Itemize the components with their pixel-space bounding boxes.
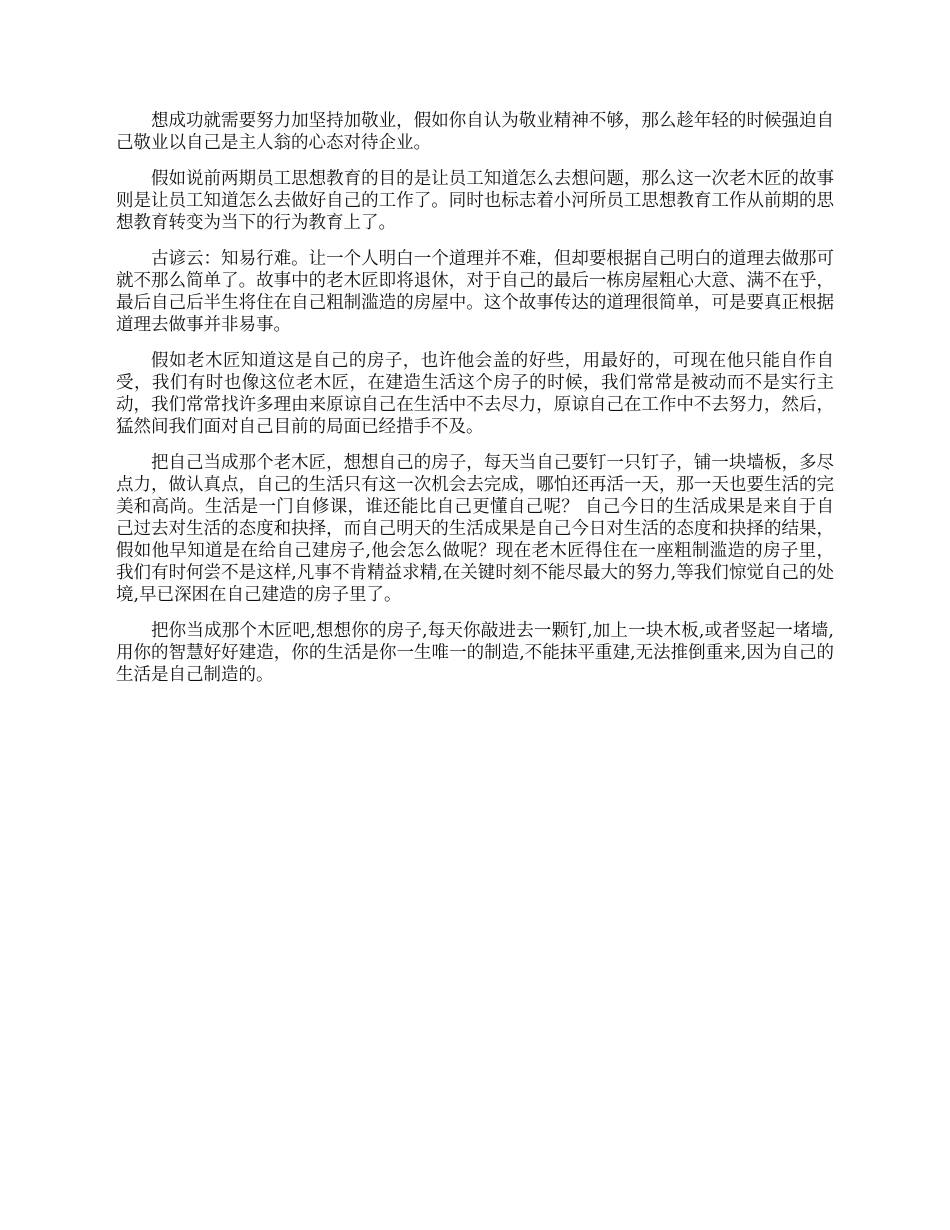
paragraph: 假如老木匠知道这是自己的房子，也许他会盖的好些，用最好的，可现在他只能自作自受，我们有时也像这位老木匠，在建造生活这个房子的时候，我们常常是被动而不是实行主动，我们常常找许多理由来原谅自己在生活中不去尽力，原谅自己在工作中不去努力，然后，猛然间我们面对自己目前的局面已经措手不及。 bbox=[116, 351, 834, 437]
paragraph: 把你当成那个木匠吧,想想你的房子,每天你敲进去一颗钉,加上一块木板,或者竖起一堵墙,用你的智慧好好建造，你的生活是你一生唯一的制造,不能抹平重建,无法推倒重来,因为自己的生活是自己制造的。 bbox=[116, 621, 834, 685]
paragraph: 古谚云：知易行难。让一个人明白一个道理并不难，但却要根据自己明白的道理去做那可就不那么简单了。故事中的老木匠即将退休，对于自己的最后一栋房屋粗心大意、满不在乎，最后自己后半生将住在自己粗制滥造的房屋中。这个故事传达的道理很简单，可是要真正根据道理去做事并非易事。 bbox=[116, 249, 834, 335]
paragraph: 把自己当成那个老木匠，想想自己的房子，每天当自己要钉一只钉子，铺一块墙板，多尽点力，做认真点，自己的生活只有这一次机会去完成，哪怕还再活一天，那一天也要生活的完美和高尚。生活是一门自修课，谁还能比自己更懂自己呢？ 自己今日的生活成果是来自于自己过去对生活的态度和抉择，而自己明天的生活成果是自己今日对生活的态度和抉择的结果，假如他早知道是在给自己建房子,他会怎么做呢？现在老木匠得住在一座粗制滥造的房子里，我们有时何尝不是这样,凡事不肯精益求精,在关键时刻不能尽最大的努力,等我们惊觉自己的处境,早已深困在自己建造的房子里了。 bbox=[116, 453, 834, 605]
paragraph: 假如说前两期员工思想教育的目的是让员工知道怎么去想问题，那么这一次老木匠的故事则是让员工知道怎么去做好自己的工作了。同时也标志着小河所员工思想教育工作从前期的思想教育转变为当下的行为教育上了。 bbox=[116, 169, 834, 233]
article-body bbox=[116, 110, 834, 686]
paragraph: 想成功就需要努力加坚持加敬业，假如你自认为敬业精神不够，那么趁年轻的时候强迫自己敬业以自己是主人翁的心态对待企业。 bbox=[116, 111, 834, 153]
